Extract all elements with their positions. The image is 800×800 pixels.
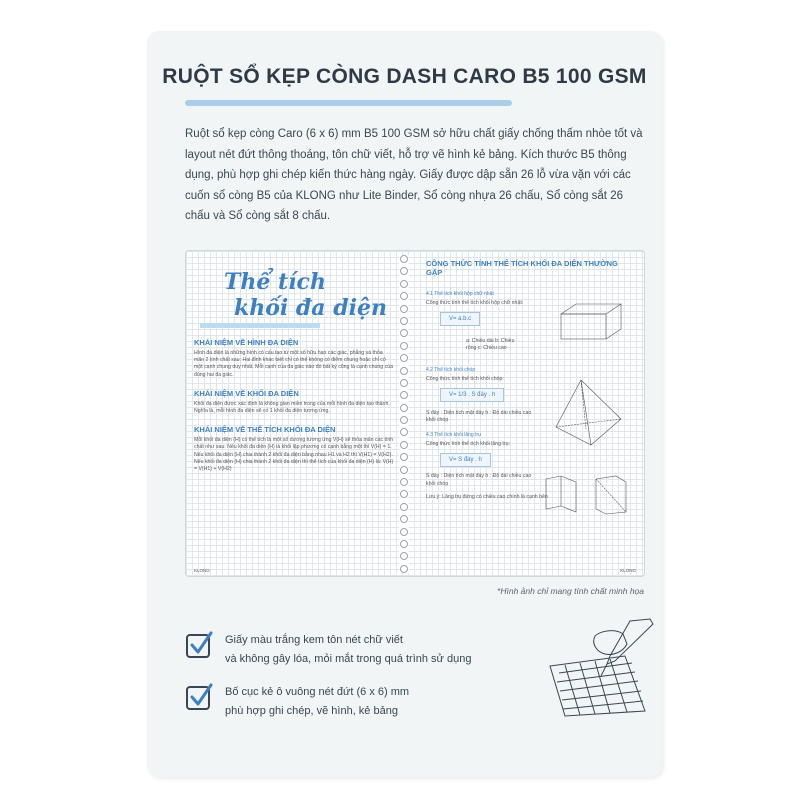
left-section2-text: Khối đa diện được xác định là không gian miền trong của mỗi hình đa diện tạo thành. Nghĩa là, mỗi hình đa diện sẽ có 1 khối đa diện tương ứng. [194, 400, 390, 415]
right-text3b: S đáy : Diện tích mặt đáy h : Độ dài chiều cao khối chóp [426, 473, 532, 487]
right-heading: CÔNG THỨC TÍNH THỂ TÍCH KHỐI ĐA DIỆN THƯỜNG GẶP [426, 259, 618, 277]
binder-hole [400, 441, 408, 449]
feature-line2: phù hợp ghi chép, vẽ hình, kẻ bảng [225, 705, 398, 717]
formula-box: V= 1/3 . S đáy . h [440, 388, 504, 402]
right-brand: KLONG [620, 568, 636, 573]
binder-hole [400, 503, 408, 511]
binder-hole [400, 478, 408, 486]
left-page [194, 259, 394, 473]
formula-box: V= S đáy . h [440, 453, 491, 467]
binder-hole [400, 416, 408, 424]
binder-hole [400, 528, 408, 536]
product-card [147, 31, 662, 777]
feature-item [185, 631, 485, 669]
binder-hole [400, 342, 408, 350]
binder-hole [400, 367, 408, 375]
left-heading-line2: khối đa diện [234, 295, 387, 321]
right-text1: Công thức tính thể tích khối hộp chữ nhật: [426, 300, 524, 306]
left-section3-title: KHÁI NIỆM VỀ THỂ TÍCH KHỐI ĐA DIỆN [194, 425, 336, 435]
left-section1-title: KHÁI NIỆM VỀ HÌNH ĐA DIỆN [194, 338, 299, 347]
right-page [426, 259, 636, 501]
page-title: RUỘT SỔ KẸP CÒNG DASH CARO B5 100 GSM [162, 65, 647, 88]
binder-hole [400, 490, 408, 498]
left-section2-title: KHÁI NIỆM VỀ KHỐI ĐA DIỆN [194, 388, 299, 398]
right-sub3: 4.3 Thể tích khối lăng trụ [426, 432, 481, 439]
right-text1b: a: Chiều dài b: Chiều rộng c: Chiều cao [466, 338, 515, 352]
prism-illustration [541, 474, 631, 519]
feature-line1: Giấy màu trắng kem tôn nét chữ viết [225, 634, 403, 646]
right-note: Lưu ý: Lăng trụ đứng có chiều cao chính là cạnh bên [426, 493, 548, 500]
binder-hole [400, 552, 408, 560]
binder-hole [400, 292, 408, 300]
binder-hole [400, 404, 408, 412]
right-text3: Công thức tính thể tích khối lăng trụ: [426, 441, 510, 448]
binder-hole [400, 317, 408, 325]
right-text2b: S đáy : Diện tích mặt đáy h : Độ dài chiều cao khối chóp [426, 409, 532, 424]
right-text2: Công thức tính thể tích khối chóp: [426, 375, 504, 382]
hand-writing-illustration [535, 616, 655, 721]
binder-hole [400, 280, 408, 288]
formula-box: V= a.b.c [440, 312, 480, 326]
binder-hole [400, 354, 408, 362]
left-brand: KLONG [194, 568, 210, 573]
pyramid-illustration [551, 377, 626, 452]
binder-hole [400, 565, 408, 573]
binder-hole [400, 515, 408, 523]
product-description: Ruột sổ kẹp còng Caro (6 x 6) mm B5 100 GSM sở hữu chất giấy chống thấm nhòe tốt và layout nét đứt thông thoáng, tôn chữ viết, hỗ trợ vẽ hình kẻ bảng. Kích thước B5 thông dụng, phù hợp ghi chép kiến thức hàng ngày. Giấy được dập sẵn 26 lỗ vừa vặn với các cuốn sổ còng B5 của KLONG như Lite Binder, Sổ còng nhựa 26 chấu, Sổ còng sắt 26 chấu và Sổ còng sắt 8 chấu. [185, 128, 643, 222]
checkbox-icon [185, 683, 213, 711]
binder-hole [400, 391, 408, 399]
binder-hole [400, 453, 408, 461]
cuboid-illustration [556, 299, 626, 344]
checkbox-icon [185, 631, 213, 659]
notebook-preview [185, 250, 645, 577]
heading-highlight [200, 323, 320, 328]
title-underline [185, 100, 512, 106]
binder-hole [400, 267, 408, 275]
feature-text [225, 683, 409, 721]
left-section1-text: Hình đa diện là những hình có cấu tạo từ một số hữu hạn các giác, phẳng và thỏa mãn 2 tính chất sau: Hai đỉnh khác biệt chỉ có thể không có điểm chung hoặc chỉ có một cạnh chung duy nhất. Mỗi cạnh của đa giác nào đó bất kỳ cũng là cạnh chung của đúng hai đa giác. [194, 350, 393, 378]
left-section3-text: Mỗi khối đa diện (H) có thể tích là một số dương tương ứng V(H) sẽ thỏa mãn các tính chất như sau: Nếu khối đa diện (H) là khối lập phương có cạnh bằng một thì V(H) = 1. Nếu khối đa diện (H) chia thành 2 khối đa diện bằng nhau H1 và H2 thì V(H1) = V(H2). Nếu khối đa diện (H) chia thành 2 khối đa diện thì thể tích của khối đa diện (H) là: V(H) = V(H1) + V(H2) [194, 437, 394, 473]
binder-hole [400, 379, 408, 387]
binder-hole [400, 305, 408, 313]
binder-holes [399, 255, 409, 573]
feature-line1: Bố cục kẻ ô vuông nét đứt (6 x 6) mm [225, 686, 410, 698]
image-caption: *Hình ảnh chỉ mang tính chất minh họa [497, 586, 644, 596]
binder-hole [400, 428, 408, 436]
binder-hole [400, 540, 408, 548]
left-heading-line1: Thể tích [224, 269, 326, 295]
right-sub2: 4.2 Thể tích khối chóp [426, 366, 476, 373]
binder-hole [400, 329, 408, 337]
feature-line2: và không gây lóa, mỏi mắt trong quá trình sử dụng [225, 653, 472, 665]
feature-item [185, 683, 485, 721]
binder-hole [400, 466, 408, 474]
binder-hole [400, 255, 408, 263]
right-sub1: 4.1 Thể tích khối hộp chữ nhật [426, 291, 494, 297]
feature-text [225, 631, 471, 669]
